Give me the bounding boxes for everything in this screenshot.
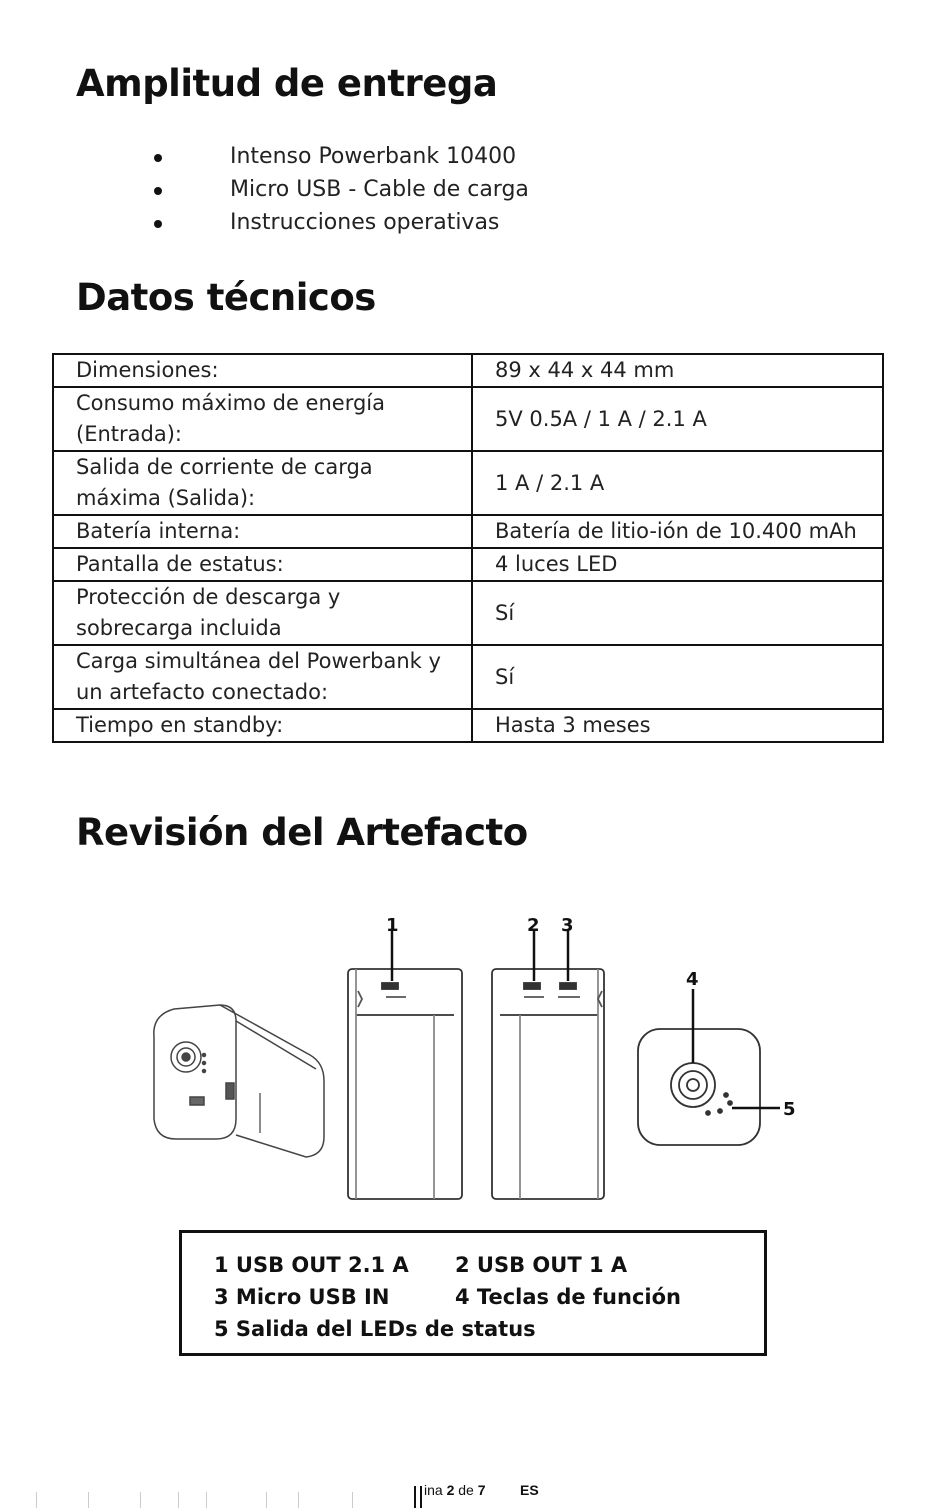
powerbank-angled-view [154,1005,324,1157]
legend-item-3: 3 Micro USB IN [214,1285,390,1309]
bullet-icon [154,154,162,162]
table-row [53,709,883,742]
list-item [150,140,529,173]
callout-5-label: 5 [783,1099,796,1120]
delivery-list [150,140,529,239]
powerbank-top-view-2 [492,929,604,1199]
list-item [150,173,529,206]
list-item-text: Micro USB - Cable de carga [230,177,529,202]
spec-key: Protección de descarga y sobrecarga incluida [53,581,472,645]
spec-value: 89 x 44 x 44 mm [472,354,883,387]
page-total: 7 [477,1482,486,1498]
footer-decoration [266,1492,267,1508]
table-row [53,387,883,451]
spec-value: Batería de litio-ión de 10.400 mAh [472,515,883,548]
spec-key: Batería interna: [53,515,472,548]
page-footer [0,1478,950,1509]
footer-decoration [352,1492,353,1508]
powerbank-top-view-1 [348,929,462,1199]
legend-item-5: 5 Salida del LEDs de status [214,1317,536,1341]
callout-4-label: 4 [686,969,699,990]
table-row [53,548,883,581]
page-prefix: ina [424,1482,443,1498]
legend-item-4: 4 Teclas de función [455,1285,681,1309]
list-item-text: Intenso Powerbank 10400 [230,144,517,169]
powerbank-end-view [638,989,780,1145]
language-code: ES [520,1482,539,1498]
footer-decoration [178,1492,179,1508]
spec-key: Tiempo en standby: [53,709,472,742]
spec-key: Pantalla de estatus: [53,548,472,581]
footer-decoration [206,1492,207,1508]
spec-value: 1 A / 2.1 A [472,451,883,515]
legend-item-2: 2 USB OUT 1 A [455,1253,628,1277]
table-row [53,581,883,645]
spec-value: Sí [472,645,883,709]
spec-key: Salida de corriente de carga máxima (Salida): [53,451,472,515]
section-title-revision: Revisión del Artefacto [76,811,528,854]
footer-decoration [414,1486,416,1508]
spec-value: 4 luces LED [472,548,883,581]
callout-1-label: 1 [386,915,399,936]
callout-2-label: 2 [527,915,540,936]
spec-table [52,353,884,743]
page-of: de [458,1482,474,1498]
spec-key: Consumo máximo de energía (Entrada): [53,387,472,451]
bullet-icon [154,187,162,195]
footer-decoration [420,1486,422,1508]
spec-value: Hasta 3 meses [472,709,883,742]
list-item-text: Instrucciones operativas [230,210,500,235]
spec-key: Dimensiones: [53,354,472,387]
spec-value: Sí [472,581,883,645]
bullet-icon [154,220,162,228]
spec-key: Carga simultánea del Powerbank y un artefacto conectado: [53,645,472,709]
table-row [53,354,883,387]
table-row [53,451,883,515]
footer-decoration [140,1492,141,1508]
footer-decoration [88,1492,89,1508]
legend-item-1: 1 USB OUT 2.1 A [214,1253,409,1277]
section-title-amplitud: Amplitud de entrega [76,62,498,105]
spec-value: 5V 0.5A / 1 A / 2.1 A [472,387,883,451]
device-diagram [140,905,820,1205]
footer-decoration [298,1492,299,1508]
footer-decoration [36,1492,37,1508]
table-row [53,515,883,548]
page-number [424,1482,486,1498]
list-item [150,206,529,239]
table-row [53,645,883,709]
section-title-datos: Datos técnicos [76,276,376,319]
diagram-legend [179,1230,767,1356]
callout-3-label: 3 [561,915,574,936]
page-current: 2 [446,1482,455,1498]
